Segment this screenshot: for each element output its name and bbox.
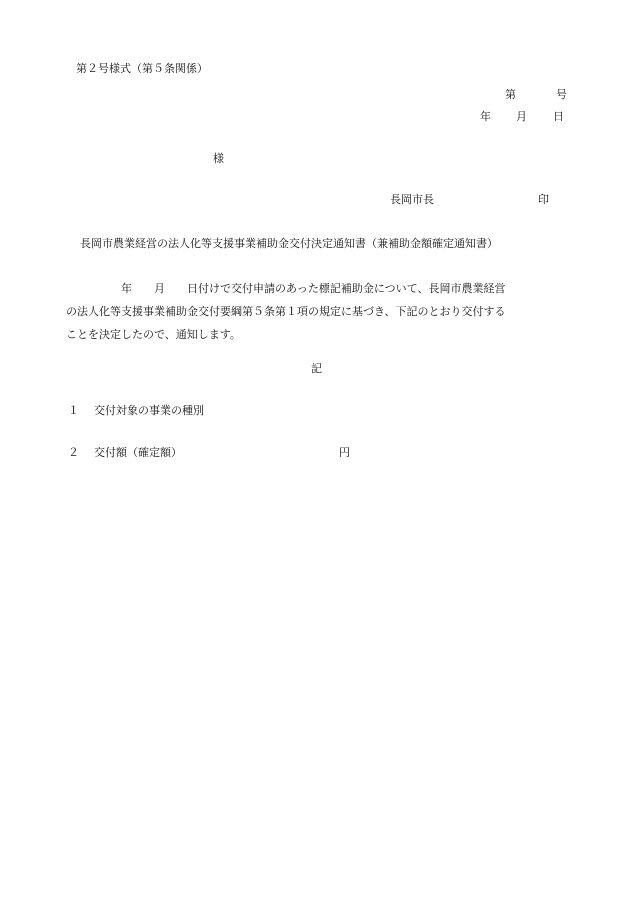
body-line: ことを決定したので、通知します。 [66,328,241,341]
document-title: 長岡市農業経営の法人化等支援事業補助金交付決定通知書（兼補助金額確定通知書） [80,237,498,250]
addressee-honorific: 様 [213,152,224,165]
body-paragraph [66,277,566,346]
item-unit-yen: 円 [339,446,350,459]
ki-heading: 記 [311,362,322,375]
date-year: 年 [480,110,491,123]
date-day: 日 [553,110,564,123]
item-label: 交付対象の事業の種別 [94,404,204,417]
body-line: の法人化等支援事業補助金交付要綱第５条第１項の規定に基づき、下記のとおり交付する [66,305,506,318]
item-number: １ [68,404,79,417]
date-month: 月 [516,110,527,123]
body-line: 年 月 日付けで交付申請のあった標記補助金について、長岡市農業経営 [66,282,506,295]
number-prefix: 第 [505,88,516,101]
form-label: 第２号様式（第５条関係） [76,62,208,75]
number-suffix: 号 [556,88,567,101]
sender-name: 長岡市長 [390,193,434,206]
item-label: 交付額（確定額） [94,446,182,459]
item-number: ２ [68,446,79,459]
sender-seal: 印 [538,193,549,206]
